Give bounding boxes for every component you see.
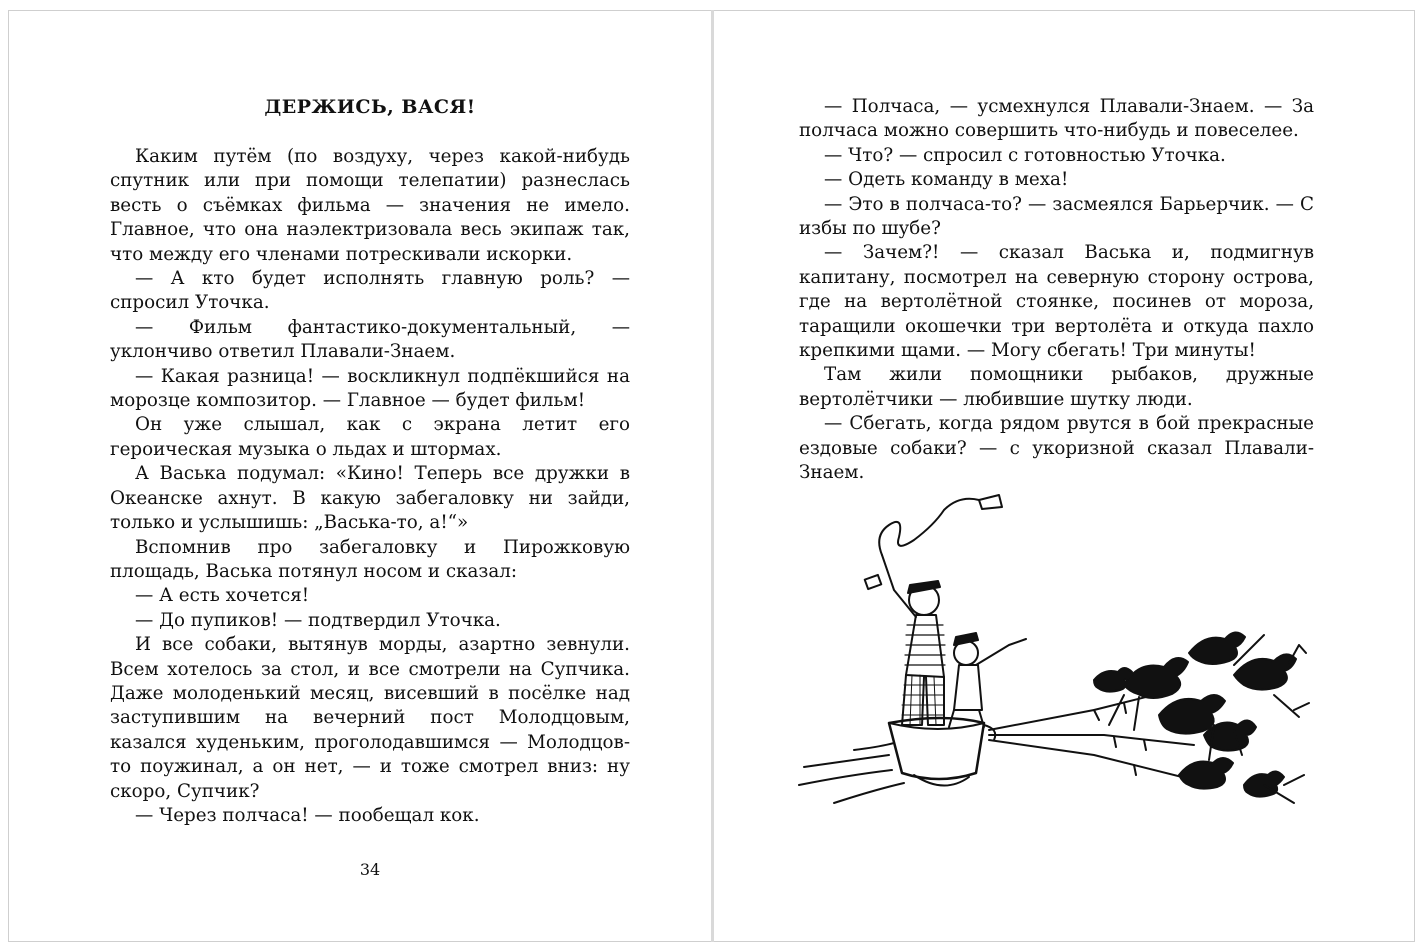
page-number: 34 <box>359 860 381 879</box>
right-page <box>714 0 1425 952</box>
paragraph: — Через полчаса! — пообещал кок. <box>135 804 480 826</box>
paragraph: Вспомнив про забегаловку и Пирожковую площадь, Васька потянул носом и сказал: <box>110 536 630 582</box>
paragraph: — Зачем?! — сказал Васька и, подмигнув капитану, посмотрел на северную сторону острова, где на вертолётной стоянке, посинев от мороза, таращили окошечки три вертолёта и откуда пахло крепкими щами. — Могу сбегать! Три минуты! <box>799 242 1314 362</box>
paragraph: — Сбегать, когда рядом рвутся в бой прекрасные ездовые собаки? — с укоризной сказал Плавали-Знаем. <box>799 413 1314 484</box>
paragraph: Он уже слышал, как с экрана летит его героическая музыка о льдах и штормах. <box>110 414 630 460</box>
paragraph: — Что? — спросил с готовностью Уточка. <box>824 144 1226 166</box>
paragraph: — А кто будет исполнять главную роль? — спросил Уточка. <box>110 268 630 314</box>
paragraph: — А есть хочется! <box>135 585 310 607</box>
paragraph: — Одеть команду в меха! <box>824 169 1069 191</box>
paragraph: И все собаки, вытянув морды, азартно зевнули. Всем хотелось за стол, и все смотрели на Супчика. Даже молоденький месяц, висевший в посёлке над заступившим на вечерний пост Молодцовым, казался худеньким, проголодавшимся — Молодцов-то поужинал, а он нет, — и тоже смотрел вниз: ну скоро, Супчик? <box>110 634 630 802</box>
paragraph: Там жили помощники рыбаков, дружные вертолётчики — любившие шутку люди. <box>799 364 1314 410</box>
paragraph: — Полчаса, — усмехнулся Плавали-Знаем. — За полчаса можно совершить что-нибудь и повеселее. <box>799 96 1314 142</box>
dog-sled-illustration-icon <box>794 485 1319 845</box>
paragraph: — Это в полчаса-то? — засмеялся Барьерчик. — С избы по шубе? <box>799 193 1314 240</box>
paragraph: — Фильм фантастико-документальный, — уклончиво ответил Плавали-Знаем. <box>110 316 630 363</box>
paragraph: — До пупиков! — подтвердил Уточка. <box>135 609 501 631</box>
paragraph: А Васька подумал: «Кино! Теперь все дружки в Океанске ахнут. В какую забегаловку ни зайди, только и услышишь: „Васька-то, а!“» <box>110 463 630 534</box>
left-page-text <box>110 145 630 828</box>
paragraph: Каким путём (по воздуху, через какой-нибудь спутник или при помощи телепатии) разнеслась весть о съёмках фильма — значения не имело. Главное, что она наэлектризовала весь экипаж так, что между его членами потрескивали искорки. <box>110 146 630 265</box>
paragraph: — Какая разница! — воскликнул подпёкшийся на морозце композитор. — Главное — будет фильм! <box>110 365 630 412</box>
left-page <box>0 0 711 952</box>
right-page-text <box>799 95 1314 486</box>
chapter-title: ДЕРЖИСЬ, ВАСЯ! <box>264 96 476 118</box>
